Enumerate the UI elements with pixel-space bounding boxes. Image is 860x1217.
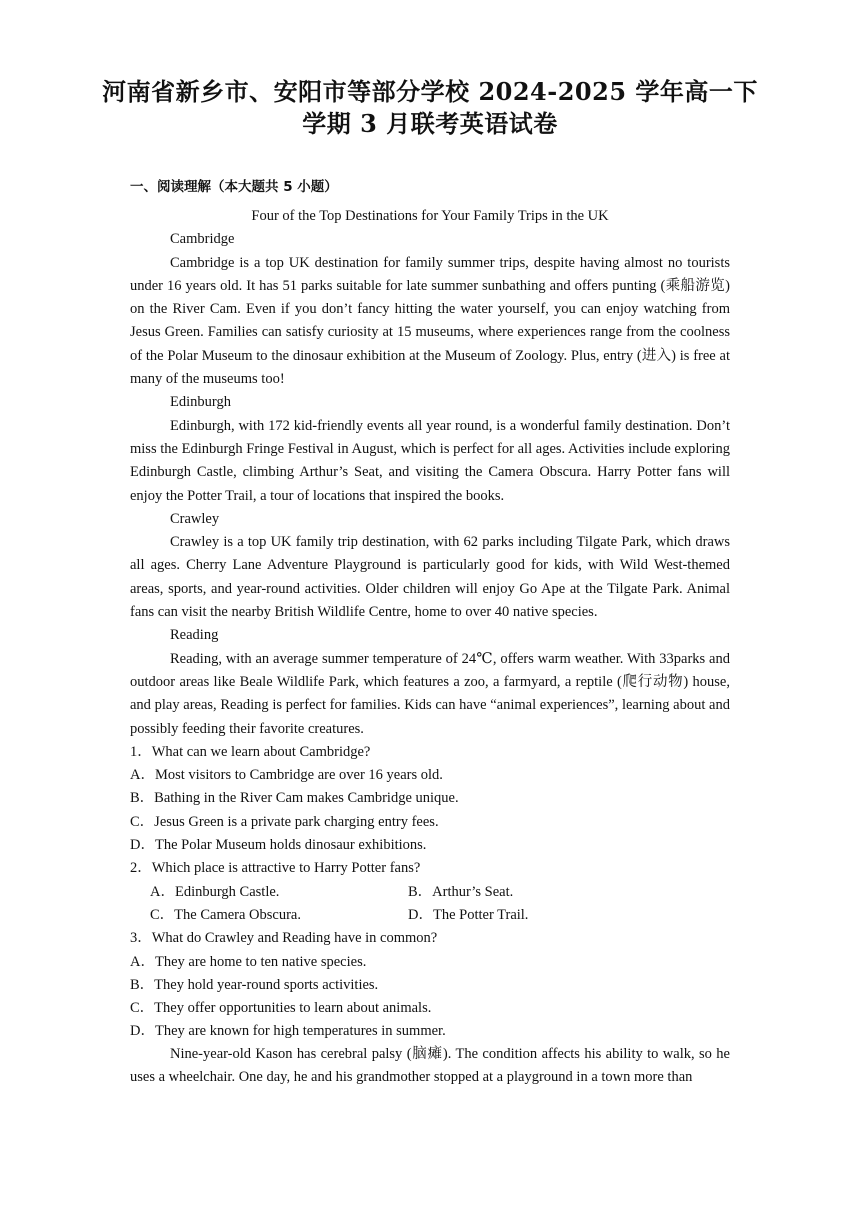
question-3-stem: 3．What do Crawley and Reading have in common? xyxy=(130,930,438,947)
question-2-option-a: A．Edinburgh Castle. xyxy=(150,883,280,900)
question-1-stem: 1．What can we learn about Cambridge? xyxy=(130,743,371,760)
block-heading-crawley: Crawley xyxy=(170,510,220,527)
document-title-line-1: 河南省新乡市、安阳市等部分学校 2024-2025 学年高一下 xyxy=(102,77,758,106)
question-1-option-a: A．Most visitors to Cambridge are over 16 years old. xyxy=(130,767,443,784)
question-2-stem: 2．Which place is attractive to Harry Potter fans? xyxy=(130,860,421,877)
block-text-edinburgh: Edinburgh, with 172 kid-friendly events all year round, is a wonderful family destination. Don’t miss the Edinburgh Fringe Festival in August, which is perfect for all ages. Activities include exploring Edinburgh Castle, climbing Arthur’s Seat, and visiting the Camera Obscura. Harry Potter fans will enjoy the Potter Trail, a tour of locations that inspired the books. xyxy=(130,417,730,504)
passage-2 xyxy=(130,1043,730,1090)
question-2-option-d: D．The Potter Trail. xyxy=(408,906,529,923)
document-title-line-2: 学期 3 月联考英语试卷 xyxy=(302,109,558,138)
question-2-option-c: C．The Camera Obscura. xyxy=(150,906,301,923)
block-heading-reading: Reading xyxy=(170,627,219,644)
question-2-option-b: B．Arthur’s Seat. xyxy=(408,883,514,900)
question-2-options-row-2 xyxy=(150,904,730,927)
passage-title: Four of the Top Destinations for Your Family Trips in the UK xyxy=(251,208,609,224)
question-1-option-c: C．Jesus Green is a private park charging entry fees. xyxy=(130,813,439,830)
question-3-option-c: C．They offer opportunities to learn about animals. xyxy=(130,1000,432,1017)
block-heading-cambridge: Cambridge xyxy=(170,231,235,248)
block-text-crawley: Crawley is a top UK family trip destination, with 62 parks including Tilgate Park, which draws all ages. Cherry Lane Adventure Playground is particularly good for kids, with Wild West-themed areas, sports, and year-round activities. Older children will enjoy Go Ape at the Tilgate Park. Animal fans can visit the nearby British Wildlife Centre, home to over 40 native species. xyxy=(130,534,730,621)
question-1-option-d: D．The Polar Museum holds dinosaur exhibitions. xyxy=(130,837,427,854)
question-3-option-b: B．They hold year-round sports activities. xyxy=(130,976,379,993)
passage-2-text: Nine-year-old Kason has cerebral palsy (脑瘫). The condition affects his ability to walk, so he uses a wheelchair. One day, he and his grandmother stopped at a playground in a town more than xyxy=(130,1046,730,1086)
block-text-reading: Reading, with an average summer temperature of 24℃, offers warm weather. With 33parks and outdoor areas like Beale Wildlife Park, which features a zoo, a farmyard, a reptile (爬行动物) house, and play areas, Reading is perfect for families. Kids can have “animal experiences”, learning about and possibly feeding their favorite creatures. xyxy=(130,650,730,737)
block-heading-edinburgh: Edinburgh xyxy=(170,394,231,411)
question-3-option-d: D．They are known for high temperatures in summer. xyxy=(130,1023,446,1040)
section-heading: 一、阅读理解（本大题共 5 小题） xyxy=(130,179,338,195)
question-1-option-b: B．Bathing in the River Cam makes Cambridge unique. xyxy=(130,790,459,807)
question-2-options-row-1 xyxy=(150,881,730,904)
block-text-cambridge: Cambridge is a top UK destination for family summer trips, despite having almost no tourists under 16 years old. It has 51 parks suitable for late summer sunbathing and offers punting (乘船游览) on the River Cam. Even if you don’t fancy hitting the water yourself, you can enjoy watching from Jesus Green. Families can satisfy curiosity at 15 museums, where experiences range from the coolness of the Polar Museum to the dinosaur exhibition at the Museum of Zoology. Plus, entry (进入) is free at many of the museums too! xyxy=(130,254,730,388)
passage-1 xyxy=(130,205,730,1044)
question-3-option-a: A．They are home to ten native species. xyxy=(130,953,367,970)
